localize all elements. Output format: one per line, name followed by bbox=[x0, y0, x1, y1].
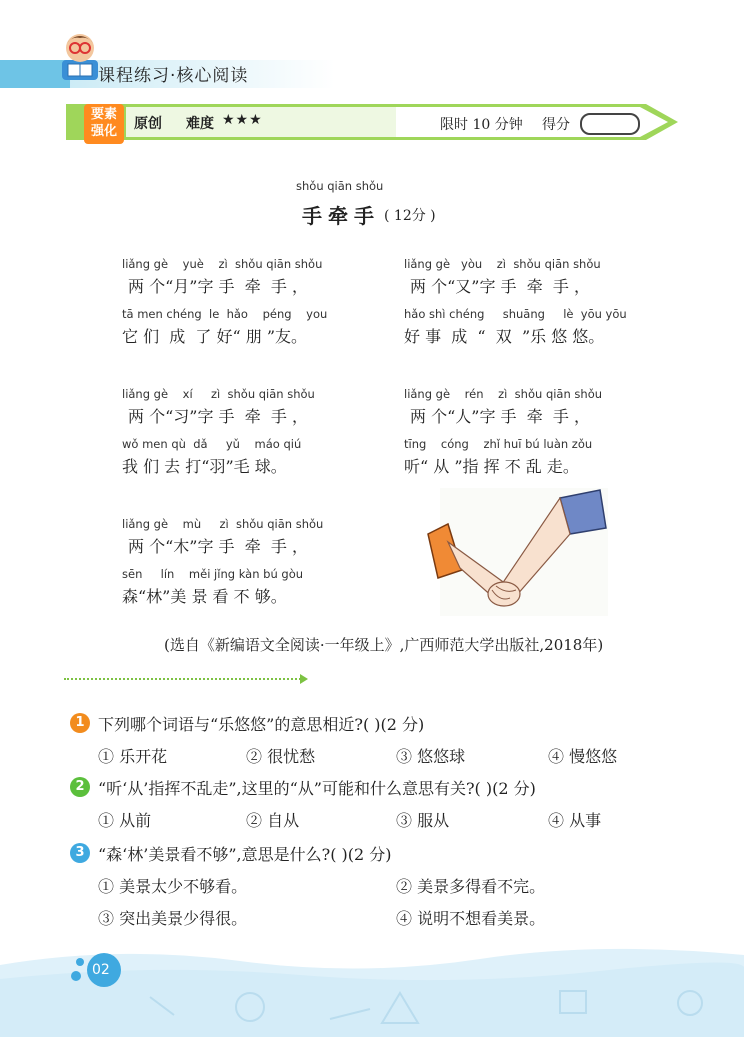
difficulty-stars: ★★★ bbox=[222, 112, 263, 128]
source-citation: (选自《新编语文全阅读·一年级上》,广西师范大学出版社,2018年) bbox=[164, 636, 604, 654]
stanza-5-line-2: 森“林”美 景 看 不 够。 bbox=[122, 587, 287, 606]
question-2-option-2[interactable]: ② 自从 bbox=[246, 811, 300, 830]
stanza-4-line-1: 两 个“人”字 手 牵 手 ， bbox=[410, 407, 590, 426]
stanza-3-line-1: 两 个“习”字 手 牵 手 ， bbox=[128, 407, 308, 426]
stanza-1-pinyin-1: liǎng gè yuè zì shǒu qiān shǒu bbox=[122, 257, 323, 271]
stanza-1-line-2: 它 们 成 了 好“ 朋 ”友。 bbox=[122, 327, 308, 346]
stanza-2-pinyin-1: liǎng gè yòu zì shǒu qiān shǒu bbox=[404, 257, 601, 271]
question-3-option-1[interactable]: ① 美景太少不够看。 bbox=[98, 877, 248, 896]
stanza-5-line-1: 两 个“木”字 手 牵 手 ， bbox=[128, 537, 308, 556]
score-input[interactable] bbox=[580, 113, 640, 135]
question-1-number: 1 bbox=[70, 713, 90, 733]
question-3-text: “森‘林’美景看不够”,意思是什么?( )(2 分) bbox=[98, 845, 392, 864]
question-2-option-3[interactable]: ③ 服从 bbox=[396, 811, 450, 830]
poem-title: 手牵手 bbox=[302, 204, 380, 228]
question-3-number: 3 bbox=[70, 843, 90, 863]
stanza-2-line-1: 两 个“又”字 手 牵 手 ， bbox=[410, 277, 590, 296]
stanza-2-line-2: 好 事 成 “ 双 ”乐 悠 悠。 bbox=[404, 327, 605, 346]
stanza-4-pinyin-1: liǎng gè rén zì shǒu qiān shǒu bbox=[404, 387, 603, 401]
question-1-option-3[interactable]: ③ 悠悠球 bbox=[396, 747, 466, 766]
question-1-option-4[interactable]: ④ 慢悠悠 bbox=[548, 747, 618, 766]
question-3-option-4[interactable]: ④ 说明不想看美景。 bbox=[396, 909, 546, 928]
stanza-5-pinyin-2: sēn lín měi jǐng kàn bú gòu bbox=[122, 567, 304, 581]
question-2-text: “听‘从’指挥不乱走”,这里的“从”可能和什么意思有关?( )(2 分) bbox=[98, 779, 536, 798]
stanza-1-pinyin-2: tā men chéng le hǎo péng you bbox=[122, 307, 328, 321]
stanza-3-line-2: 我 们 去 打“羽”毛 球。 bbox=[122, 457, 287, 476]
holding-hands-illustration bbox=[420, 484, 610, 618]
stanza-3-pinyin-1: liǎng gè xí zì shǒu qiān shǒu bbox=[122, 387, 315, 401]
stanza-5-pinyin-1: liǎng gè mù zì shǒu qiān shǒu bbox=[122, 517, 324, 531]
title-pinyin: shǒu qiān shǒu bbox=[296, 179, 384, 193]
divider-arrow-icon bbox=[300, 674, 308, 684]
question-1-option-2[interactable]: ② 很忧愁 bbox=[246, 747, 316, 766]
stanza-4-line-2: 听“ 从 ”指 挥 不 乱 走。 bbox=[404, 457, 579, 476]
question-3-option-3[interactable]: ③ 突出美景少得很。 bbox=[98, 909, 248, 928]
question-2-option-1[interactable]: ① 从前 bbox=[98, 811, 152, 830]
original-label: 原创 bbox=[134, 116, 162, 132]
page-number: 02 bbox=[92, 962, 110, 978]
time-limit: 限时 10 分钟 bbox=[440, 117, 523, 133]
header-title: 课程练习·核心阅读 bbox=[98, 66, 249, 86]
stanza-1-line-1: 两 个“月”字 手 牵 手 ， bbox=[128, 277, 308, 296]
difficulty-label: 难度 bbox=[186, 116, 214, 132]
student-mascot-icon bbox=[58, 30, 102, 80]
divider-line bbox=[64, 678, 304, 680]
question-1-option-1[interactable]: ① 乐开花 bbox=[98, 747, 168, 766]
question-2-option-4[interactable]: ④ 从事 bbox=[548, 811, 602, 830]
stanza-3-pinyin-2: wǒ men qù dǎ yǔ máo qiú bbox=[122, 437, 302, 451]
stanza-2-pinyin-2: hǎo shì chéng shuāng lè yōu yōu bbox=[404, 307, 627, 321]
poem-score: ( 12分 ) bbox=[384, 208, 436, 224]
question-2-number: 2 bbox=[70, 777, 90, 797]
question-3-option-2[interactable]: ② 美景多得看不完。 bbox=[396, 877, 546, 896]
question-1-text: 下列哪个词语与“乐悠悠”的意思相近?( )(2 分) bbox=[98, 715, 425, 734]
stanza-4-pinyin-2: tīng cóng zhǐ huī bú luàn zǒu bbox=[404, 437, 593, 451]
score-label: 得分 bbox=[542, 117, 570, 133]
element-tag: 要素 强化 bbox=[84, 104, 124, 144]
